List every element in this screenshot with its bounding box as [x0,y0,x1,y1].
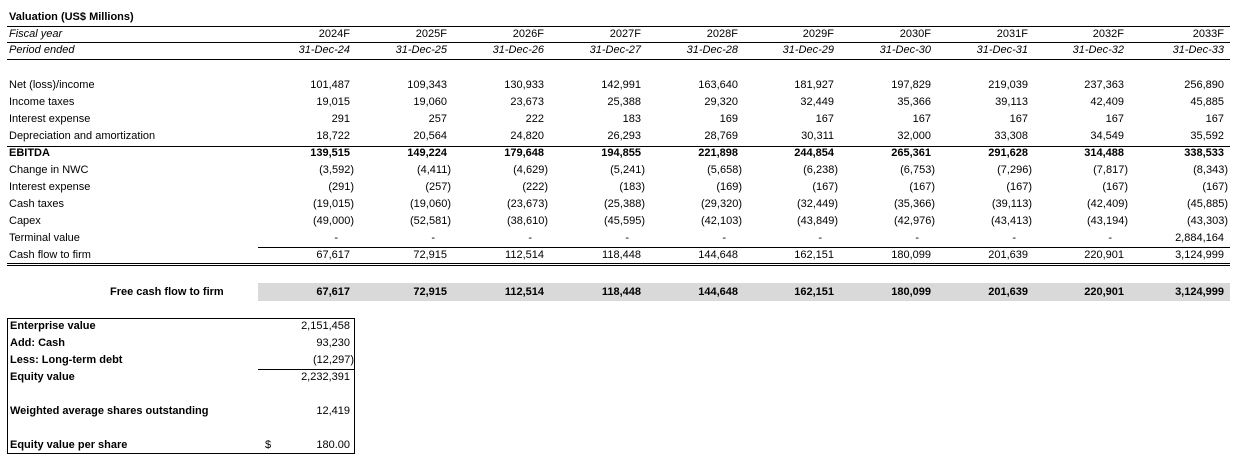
period-cell-7: 31-Dec-31 [976,44,1028,56]
row-label: Cash flow to firm [9,249,91,261]
debt-label: Less: Long-term debt [10,354,123,366]
cell-0: 139,515 [310,147,350,159]
cell-4: - [722,232,726,244]
cell-3: 142,991 [601,79,641,91]
row-label: Capex [9,215,41,227]
cell-1: (52,581) [410,215,451,227]
cell-2: 24,820 [510,130,544,142]
equity-value: 2,232,391 [301,371,350,383]
year-cell-9: 2033F [1192,28,1224,40]
cell-9: 3,124,999 [1175,249,1224,261]
cell-7: 167 [1009,113,1028,125]
table-row [0,96,1255,109]
header-top-rule [7,26,1230,27]
cash-label: Add: Cash [10,337,65,349]
cell-2: 130,933 [504,79,544,91]
fiscal-year-label: Fiscal year [9,28,63,40]
cell-1: (4,411) [416,164,451,176]
debt-value: (12,297) [313,354,354,366]
cell-3: 26,293 [607,130,641,142]
equity-value-label: Equity value [10,371,75,383]
table-row [0,113,1255,126]
cell-9: (8,343) [1193,164,1228,176]
cell-5: (43,849) [797,215,838,227]
cell-8: 34,549 [1090,130,1124,142]
cell-0: 291 [331,113,350,125]
cell-6: 180,099 [891,249,931,261]
year-cell-4: 2028F [706,28,738,40]
cell-2: - [528,232,532,244]
period-cell-8: 31-Dec-32 [1072,44,1124,56]
cell-1: 19,060 [413,96,447,108]
fcf-cell-1: 72,915 [413,286,447,298]
period-cell-4: 31-Dec-28 [686,44,738,56]
fcf-cell-9: 3,124,999 [1175,286,1224,298]
table-row [0,198,1255,211]
ebitda-rule [7,146,1230,147]
table-row [0,147,1255,160]
cell-0: 18,722 [316,130,350,142]
table-row [0,130,1255,143]
year-cell-1: 2025F [415,28,447,40]
cell-2: (23,673) [507,198,548,210]
fcf-label: Free cash flow to firm [110,286,224,298]
row-label: Interest expense [9,181,91,193]
cell-6: 265,361 [891,147,931,159]
cell-4: 29,320 [704,96,738,108]
cell-9: 167 [1205,113,1224,125]
cell-0: 19,015 [316,96,350,108]
shares-value: 12,419 [316,405,350,417]
cell-3: 194,855 [601,147,641,159]
fcf-row [0,286,1255,299]
cell-7: 39,113 [995,96,1028,108]
table-row [0,249,1255,262]
cell-8: - [1108,232,1112,244]
cell-6: 197,829 [891,79,931,91]
cell-9: (167) [1202,181,1228,193]
cell-6: (42,976) [894,215,935,227]
cell-4: 144,648 [698,249,738,261]
year-cell-6: 2030F [899,28,931,40]
sheet-title: Valuation (US$ Millions) [9,11,134,23]
cell-3: (25,388) [604,198,645,210]
cell-9: 256,890 [1184,79,1224,91]
table-row [0,79,1255,92]
cell-5: (6,238) [803,164,838,176]
cell-9: 2,884,164 [1175,232,1224,244]
row-label: Change in NWC [9,164,89,176]
cell-3: - [625,232,629,244]
cell-6: 35,366 [897,96,931,108]
row-label: EBITDA [9,147,50,159]
row-label: Terminal value [9,232,80,244]
cell-1: 257 [428,113,447,125]
enterprise-value-label: Enterprise value [10,320,96,332]
cell-9: (45,885) [1187,198,1228,210]
period-cell-2: 31-Dec-26 [492,44,544,56]
cell-7: 291,628 [988,147,1028,159]
cell-5: 244,854 [794,147,834,159]
cell-5: 162,151 [794,249,834,261]
cell-6: 167 [912,113,931,125]
cell-9: 45,885 [1190,96,1224,108]
cell-2: (38,610) [507,215,548,227]
cell-3: 118,448 [602,249,641,261]
cell-4: 221,898 [698,147,738,159]
cell-2: (222) [522,181,548,193]
table-row [0,181,1255,194]
cell-4: 28,769 [704,130,738,142]
cell-8: (7,817) [1093,164,1128,176]
year-cell-3: 2027F [609,28,641,40]
cell-0: 67,617 [316,249,350,261]
cell-7: - [1012,232,1016,244]
period-row [0,44,1255,57]
period-cell-5: 31-Dec-29 [782,44,834,56]
cell-0: (291) [328,181,354,193]
period-cell-1: 31-Dec-25 [395,44,447,56]
cell-3: 183 [622,113,641,125]
cell-7: 219,039 [988,79,1028,91]
cell-3: (5,241) [610,164,645,176]
fcf-cell-2: 112,514 [504,286,544,298]
period-cell-9: 31-Dec-33 [1172,44,1224,56]
table-row [0,232,1255,245]
cell-0: (49,000) [313,215,354,227]
row-label: Net (loss)/income [9,79,95,91]
year-cell-7: 2031F [996,28,1028,40]
cell-9: 338,533 [1184,147,1224,159]
cell-7: 201,639 [988,249,1028,261]
cell-8: 314,488 [1084,147,1124,159]
cell-7: (39,113) [991,198,1032,210]
cell-9: (43,303) [1187,215,1228,227]
cell-2: 23,673 [510,96,544,108]
fcf-cell-8: 220,901 [1084,286,1124,298]
cell-6: - [915,232,919,244]
cash-flow-double-rule-2 [7,265,1230,266]
fiscal-year-row [0,28,1255,41]
period-cell-3: 31-Dec-27 [589,44,641,56]
cell-1: 109,343 [407,79,447,91]
cell-3: 25,388 [607,96,641,108]
header-bottom-rule [7,59,1230,60]
cell-4: (29,320) [701,198,742,210]
cell-7: (7,296) [997,164,1032,176]
cell-8: 42,409 [1090,96,1124,108]
terminal-rule [258,247,1230,248]
cell-8: (43,194) [1087,215,1128,227]
cell-1: 149,224 [407,147,447,159]
fcf-cell-3: 118,448 [601,286,641,298]
cell-1: 20,564 [413,130,447,142]
period-cell-6: 31-Dec-30 [879,44,931,56]
cell-5: (32,449) [797,198,838,210]
header-mid-rule [7,42,1230,43]
period-cell-0: 31-Dec-24 [298,44,350,56]
shares-label: Weighted average shares outstanding [10,405,209,417]
fcf-cell-4: 144,648 [698,286,738,298]
fcf-cell-0: 67,617 [316,286,350,298]
currency-symbol: $ [265,439,272,451]
cell-5: (167) [812,181,838,193]
cell-0: 101,487 [310,79,350,91]
year-cell-8: 2032F [1092,28,1124,40]
cell-2: 112,514 [505,249,544,261]
table-row [0,164,1255,177]
cell-4: (5,658) [707,164,742,176]
cell-8: 237,363 [1084,79,1124,91]
row-label: Interest expense [9,113,91,125]
cell-6: (6,753) [900,164,935,176]
per-share-label: Equity value per share [10,439,128,451]
cash-flow-double-rule-1 [7,263,1230,264]
cell-4: (42,103) [701,215,742,227]
row-label: Income taxes [9,96,75,108]
year-cell-2: 2026F [512,28,544,40]
cell-5: 167 [815,113,834,125]
cell-5: - [818,232,822,244]
cell-7: (167) [1006,181,1032,193]
cash-value: 93,230 [316,337,350,349]
row-label: Cash taxes [9,198,65,210]
cell-1: (19,060) [410,198,451,210]
cell-9: 35,592 [1190,130,1224,142]
cell-0: - [334,232,338,244]
year-cell-0: 2024F [318,28,350,40]
cell-7: (43,413) [991,215,1032,227]
cell-2: 222 [525,113,544,125]
cell-2: 179,648 [504,147,544,159]
cell-1: (257) [425,181,451,193]
cell-7: 33,308 [994,130,1028,142]
enterprise-value: 2,151,458 [301,320,350,332]
cell-8: 220,901 [1084,249,1124,261]
row-label: Depreciation and amortization [9,130,156,142]
cell-2: (4,629) [513,164,548,176]
cell-5: 30,311 [801,130,834,142]
per-share-value: 180.00 [316,439,350,451]
cell-8: 167 [1105,113,1124,125]
cell-8: (42,409) [1087,198,1128,210]
cell-4: 163,640 [698,79,738,91]
cell-6: (35,366) [894,198,935,210]
cell-6: 32,000 [897,130,931,142]
cell-5: 181,927 [794,79,834,91]
cell-3: (45,595) [604,215,645,227]
cell-0: (3,592) [319,164,354,176]
cell-4: 169 [719,113,738,125]
table-row [0,215,1255,228]
fcf-cell-6: 180,099 [891,286,931,298]
period-ended-label: Period ended [9,44,75,56]
cell-4: (169) [716,181,742,193]
cell-5: 32,449 [800,96,834,108]
equity-rule [258,369,355,370]
cell-6: (167) [909,181,935,193]
cell-1: - [431,232,435,244]
cell-1: 72,915 [413,249,447,261]
fcf-cell-5: 162,151 [794,286,834,298]
cell-0: (19,015) [313,198,354,210]
cell-3: (183) [619,181,645,193]
cell-8: (167) [1102,181,1128,193]
fcf-cell-7: 201,639 [988,286,1028,298]
year-cell-5: 2029F [802,28,834,40]
